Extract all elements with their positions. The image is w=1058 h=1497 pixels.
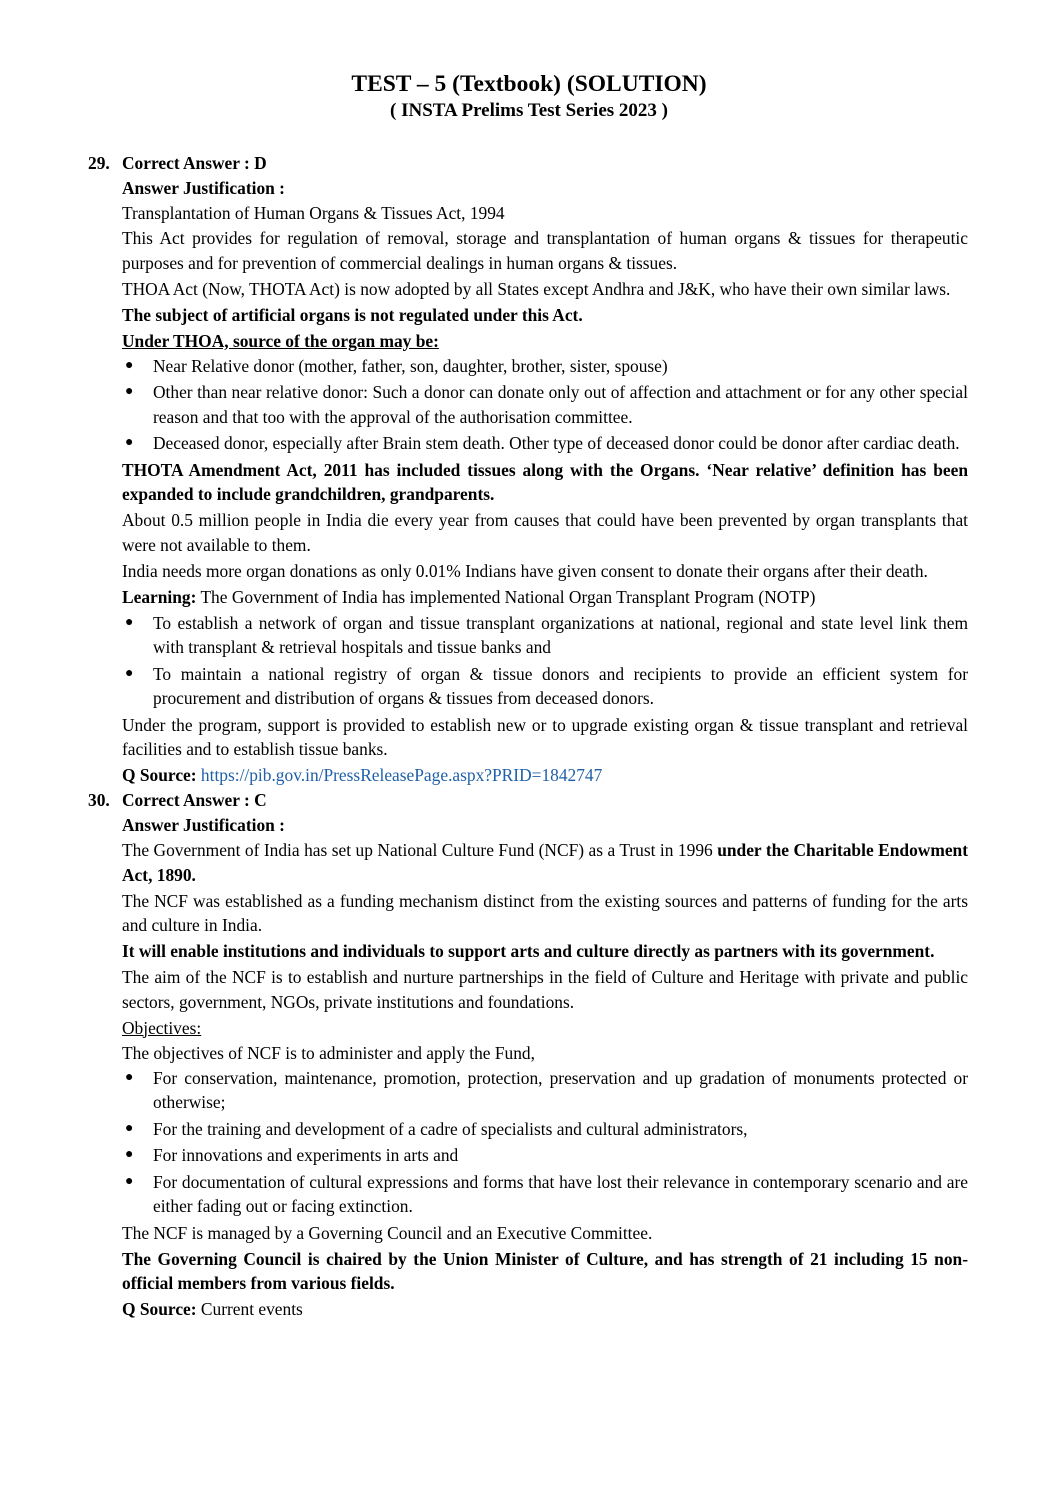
paragraph: Under the program, support is provided to establish new or to upgrade existing organ & tissue transplant and retrieval facilities and to establish tissue banks. [122,714,968,759]
paragraph: This Act provides for regulation of removal, storage and transplantation of human organs & tissues for therapeutic purposes and for prevention of commercial dealings in human organs & tissues. [122,228,968,273]
source-link[interactable]: https://pib.gov.in/PressReleasePage.aspx?PRID=1842747 [200,765,603,785]
objectives-heading: Objectives: [122,1017,202,1038]
list-item: ● For conservation, maintenance, promotion, protection, preservation and up gradation of monuments protected or otherwise; [125,1067,968,1112]
bullet-icon: ● [125,1069,134,1085]
paragraph: THOA Act (Now, THOTA Act) is now adopted by all States except Andhra and J&K, who have their own similar laws. [122,278,951,299]
organ-sources-list [122,354,968,456]
list-item: ● For innovations and experiments in arts and [122,1143,968,1168]
list-item: ● Deceased donor, especially after Brain stem death. Other type of deceased donor could be donor after cardiac death. [122,431,968,456]
learning-points-list [122,611,968,711]
learning-paragraph [122,585,968,610]
justification-label: Answer Justification : [122,815,285,835]
question-30 [88,788,968,1322]
source-label: Q Source: [122,1299,197,1319]
list-item: ● For the training and development of a cadre of specialists and cultural administrators, [122,1117,968,1142]
question-source [122,763,968,788]
bullet-icon: ● [125,1120,134,1136]
bullet-icon: ● [125,614,134,630]
paragraph: India needs more organ donations as only 0.01% Indians have given consent to donate their organs after their death. [122,560,928,581]
list-item: ● To maintain a national registry of organ & tissue donors and recipients to provide an efficient system for procurement and distribution of organs & tissues from deceased donors. [125,663,968,708]
answer-body [88,176,968,788]
bullet-icon: ● [125,357,134,373]
page-title: TEST – 5 (Textbook) (SOLUTION) [351,71,707,97]
correct-answer: Correct Answer : D [122,153,267,173]
correct-answer-heading [88,151,968,176]
paragraph: The NCF was established as a funding mechanism distinct from the existing sources and patterns of funding for the arts and culture in India. [122,890,968,935]
correct-answer: Correct Answer : C [122,790,267,810]
question-29 [88,151,968,788]
source-value: Current events [196,1299,303,1319]
amendment-note: THOTA Amendment Act, 2011 has included tissues along with the Organs. ‘Near relative’ definition has been expanded to include grandchildren, grandparents. [122,459,968,504]
act-title: Transplantation of Human Organs & Tissues Act, 1994 [122,203,505,223]
bullet-icon: ● [125,1147,134,1162]
learning-label: Learning: [122,586,197,607]
list-item: ● Other than near relative donor: Such a donor can donate only out of affection and attachment or for any other special reason and that too with the approval of the authorisation committee. [125,382,968,427]
justification-label: Answer Justification : [122,178,285,198]
objectives-list [122,1066,968,1219]
answer-body [88,813,968,1322]
learning-text: The Government of India has implemented National Organ Transplant Program (NOTP) [196,586,816,607]
sources-heading: Under THOA, source of the organ may be: [122,330,439,351]
content [88,151,968,1322]
bold-note: It will enable institutions and individuals to support arts and culture directly as partners with its government. [122,941,935,961]
paragraph: About 0.5 million people in India die every year from causes that could have been prevented by organ transplants that were not available to them. [122,510,968,555]
paragraph: The Government of India has set up National Culture Fund (NCF) as a Trust in 1996 under the Charitable Endowment Act, 1890. [122,840,969,885]
paragraph: The aim of the NCF is to establish and nurture partnerships in the field of Culture and Heritage with private and public sectors, government, NGOs, private institutions and foundations. [122,967,968,1012]
list-item: ● To establish a network of organ and tissue transplant organizations at national, regional and state level link them with transplant & retrieval hospitals and tissue banks and [125,612,968,657]
paragraph: The NCF is managed by a Governing Council and an Executive Committee. [122,1222,653,1243]
question-number: 30. [88,790,110,810]
list-item: ● For documentation of cultural expressions and forms that have lost their relevance in contemporary scenario and are either fading out or facing extinction. [125,1171,968,1216]
question-number: 29. [88,153,110,173]
question-source [122,1297,968,1322]
bullet-icon: ● [125,435,134,450]
objectives-intro: The objectives of NCF is to administer and apply the Fund, [122,1042,535,1063]
bold-note: The subject of artificial organs is not regulated under this Act. [122,304,583,325]
list-item: ● Near Relative donor (mother, father, son, daughter, brother, sister, spouse) [122,354,968,379]
bold-note: The Governing Council is chaired by the Union Minister of Culture, and has strength of 21 including 15 non-official members from various fields. [122,1248,968,1293]
page-subtitle: ( INSTA Prelims Test Series 2023 ) [390,100,668,121]
bullet-icon: ● [125,384,134,399]
bullet-icon: ● [125,665,134,681]
bullet-icon: ● [125,1173,134,1189]
correct-answer-heading [88,788,968,813]
source-label: Q Source: [122,765,197,785]
